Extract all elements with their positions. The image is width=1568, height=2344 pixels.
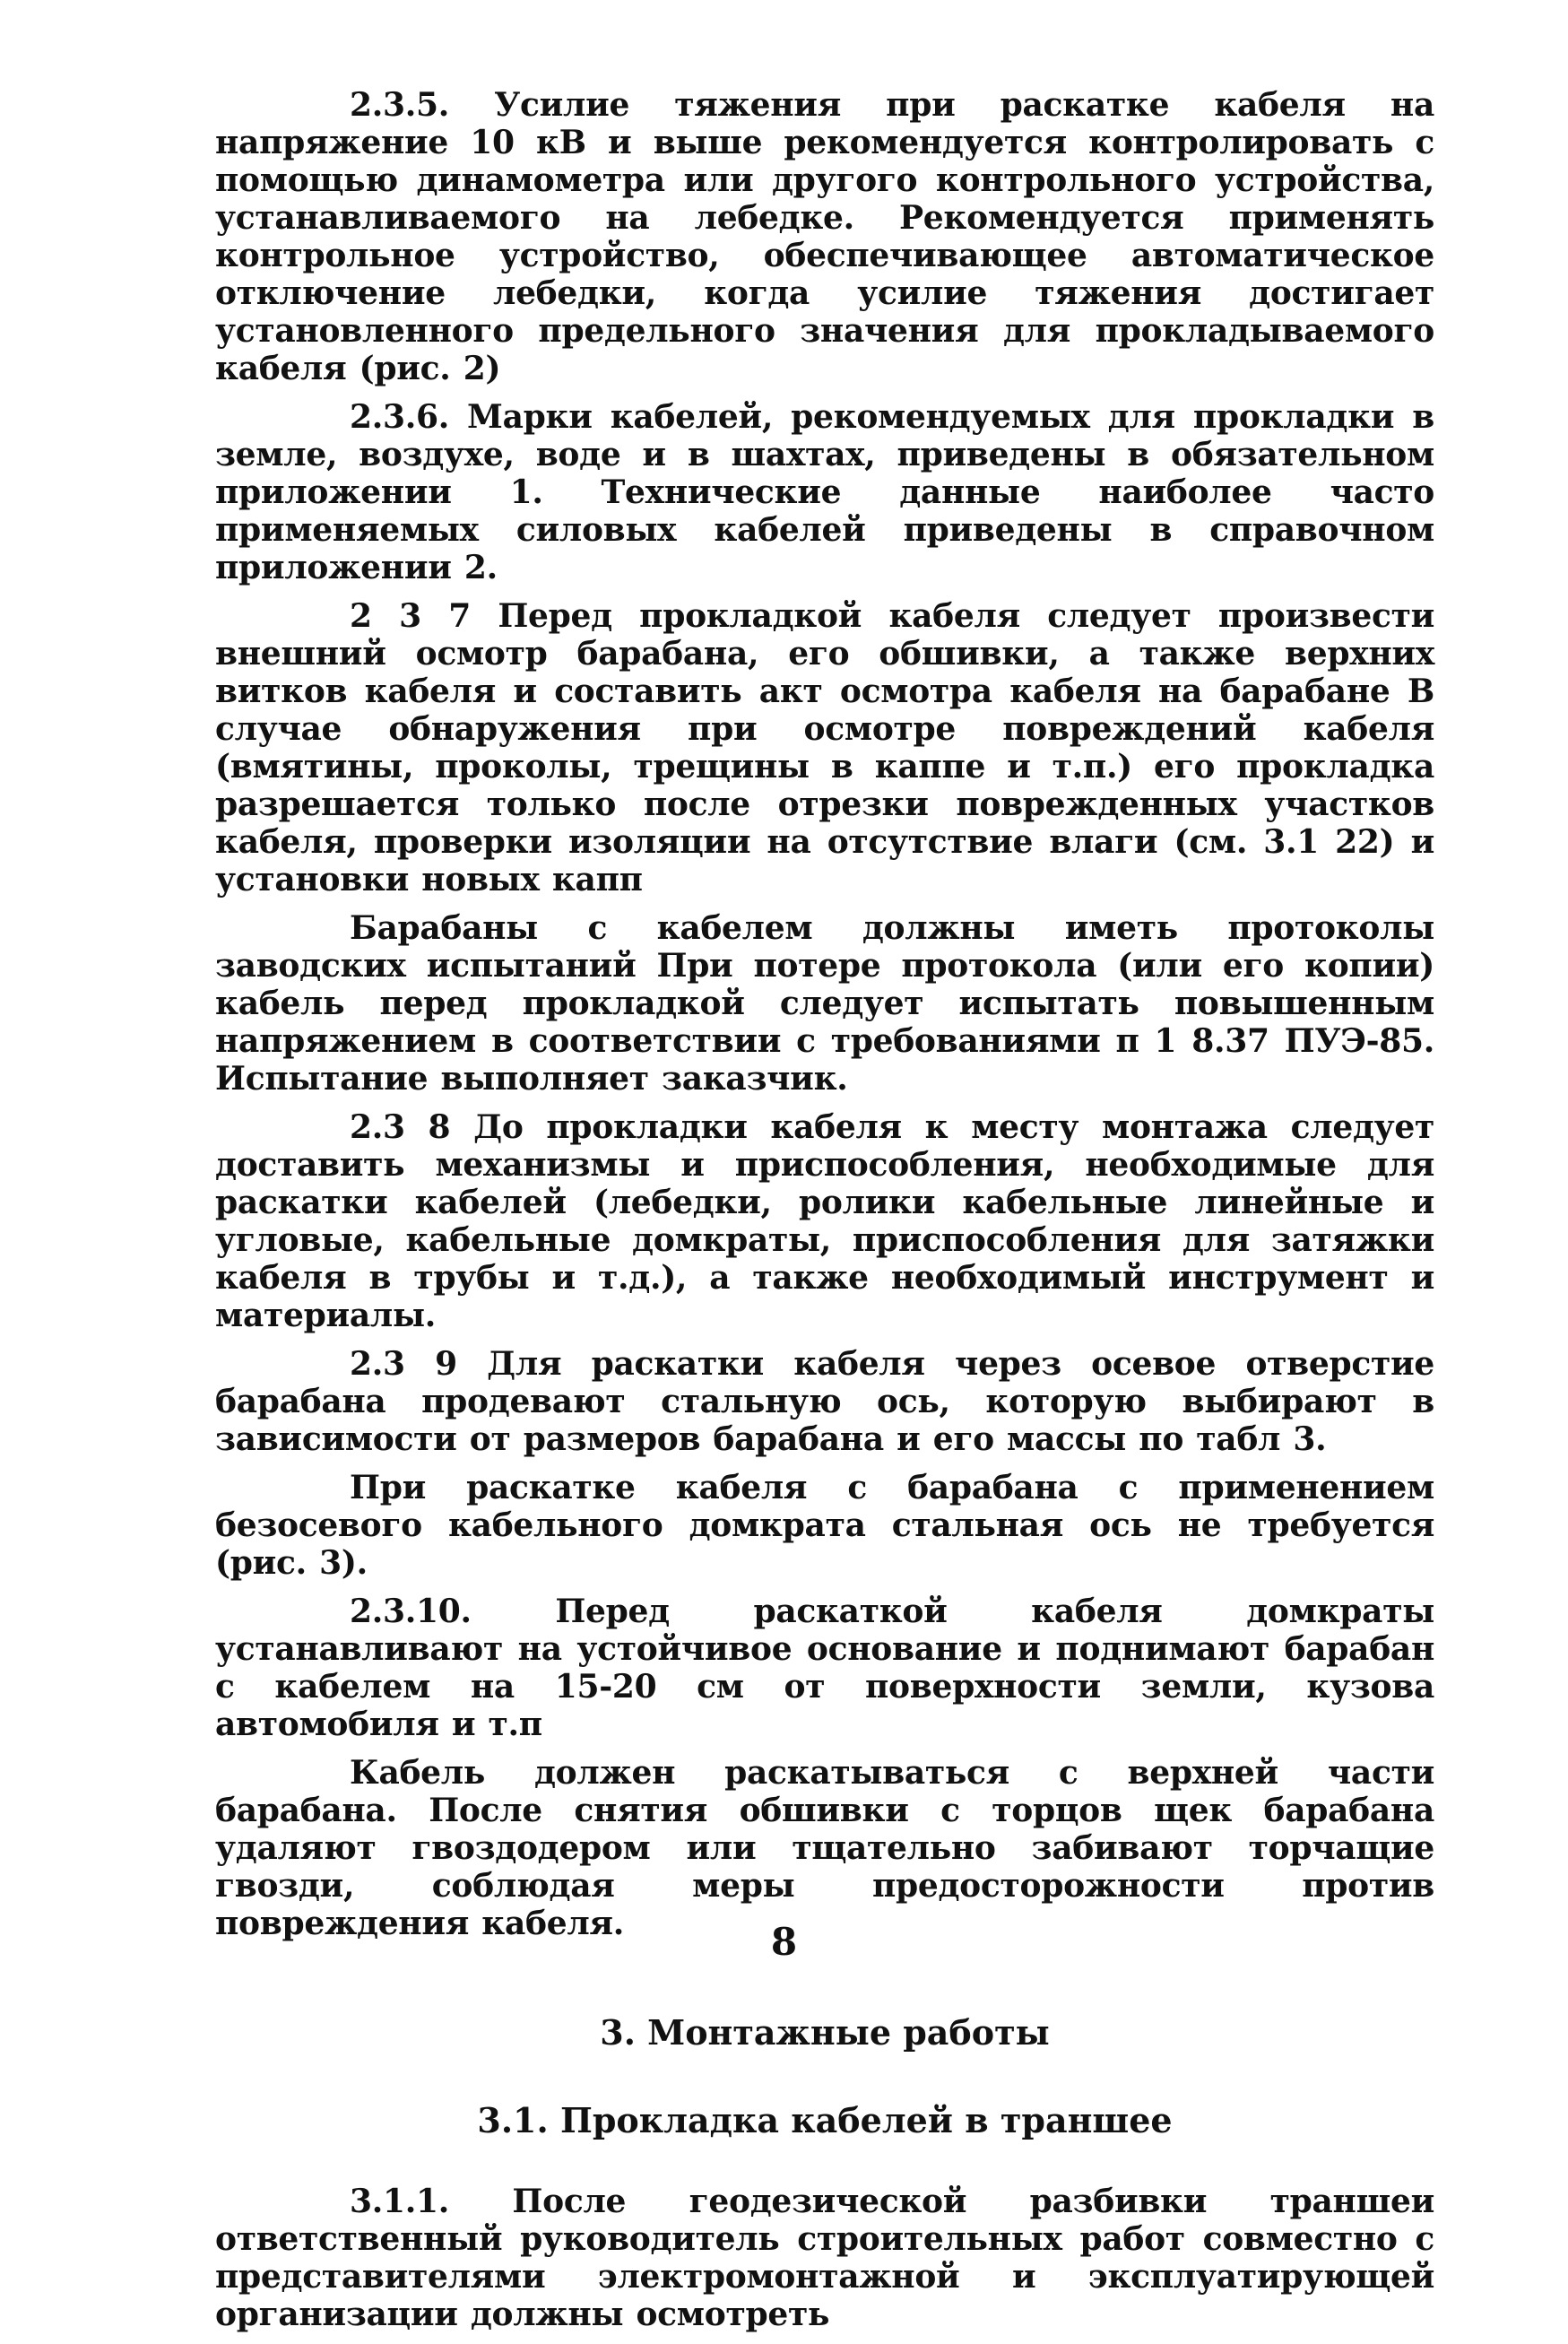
paragraph-drums-protocols: Барабаны с кабелем должны иметь протоколы заводских испытаний При потере протокола (или его копии) кабель перед прокладкой следует испытать повышенным напряжением в соответствии с требованиями п 1 8.37 ПУЭ-85. Испытание выполняет заказчик. [215,909,1434,1098]
paragraph-unrolling-top: Кабель должен раскатываться с верхней части барабана. После снятия обшивки с торцов щек барабана удаляют гвоздодером или тщательно забивают торчащие гвозди, соблюдая меры предосторожности против повреждения кабеля. [215,1754,1434,1942]
paragraph-2-3-7: 2 3 7 Перед прокладкой кабеля следует произвести внешний осмотр барабана, его обшивки, а также верхних витков кабеля и составить акт осмотра кабеля на барабане В случае обнаружения при осмотре повреждений кабеля (вмятины, проколы, трещины в каппе и т.п.) его прокладка разрешается только после отрезки поврежденных участков кабеля, проверки изоляции на отсутствие влаги (см. 3.1 22) и установки новых капп [215,597,1434,899]
document-page [215,86,1434,2344]
section-heading: 3. Монтажные работы [600,2012,1050,2053]
paragraph-2-3-6: 2.3.6. Марки кабелей, рекомендуемых для прокладки в земле, воздухе, воде и в шахтах, приведены в обязательном приложении 1. Технические данные наиболее часто применяемых силовых кабелей приведены в справочном приложении 2. [215,398,1434,586]
paragraph-2-3-10: 2.3.10. Перед раскаткой кабеля домкраты устанавливают на устойчивое основание и поднимают барабан с кабелем на 15-20 см от поверхности земли, кузова автомобиля и т.п [215,1593,1434,1743]
paragraph-3-1-1: 3.1.1. После геодезической разбивки траншеи ответственный руководитель строительных работ совместно с представителями электромонтажной и эксплуатирующей организации должны осмотреть [215,2183,1434,2333]
paragraph-2-3-8: 2.3 8 До прокладки кабеля к месту монтажа следует доставить механизмы и приспособления, необходимые для раскатки кабелей (лебедки, ролики кабельные линейные и угловые, кабельные домкраты, приспособления для затяжки кабеля в трубы и т.д.), а также необходимый инструмент и материалы. [215,1108,1434,1334]
subsection-heading: 3.1. Прокладка кабелей в траншее [477,2100,1173,2140]
paragraph-2-3-5: 2.3.5. Усилие тяжения при раскатке кабеля на напряжение 10 кВ и выше рекомендуется контролировать с помощью динамометра или другого контрольного устройства, устанавливаемого на лебедке. Рекомендуется применять контрольное устройство, обеспечивающее автоматическое отключение лебедки, когда усилие тяжения достигает установленного предельного значения для прокладываемого кабеля (рис. 2) [215,86,1434,387]
page-number: 8 [770,1920,798,1964]
paragraph-2-3-9: 2.3 9 Для раскатки кабеля через осевое отверстие барабана продевают стальную ось, которую выбирают в зависимости от размеров барабана и его массы по табл 3. [215,1345,1434,1458]
paragraph-axleless-jack: При раскатке кабеля с барабана с применением безосевого кабельного домкрата стальная ось не требуется (рис. 3). [215,1469,1434,1582]
